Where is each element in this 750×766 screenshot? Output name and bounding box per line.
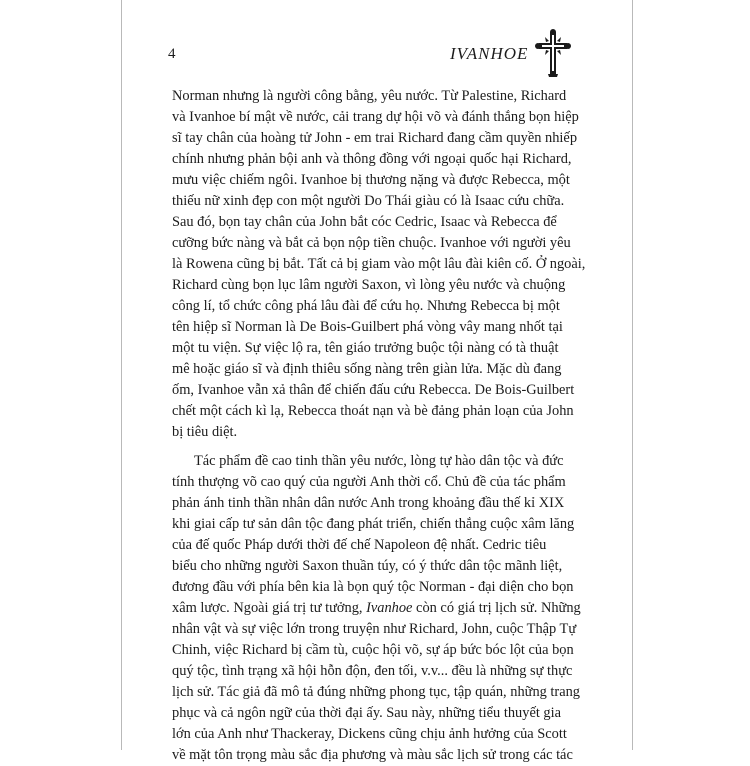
text-line: sĩ tay chân của hoàng tử John - em trai Richard đang cầm quyền nhiếp: [172, 130, 578, 146]
text-line: ốm, Ivanhoe vẫn xả thân để chiến đấu cứu Rebecca. De Bois-Guilbert: [172, 382, 575, 398]
text-line: của đế quốc Pháp dưới thời đế chế Napoleon đệ nhất. Cedric tiêu: [172, 537, 547, 553]
paragraph-2: [172, 451, 582, 766]
text-line: bị tiêu diệt.: [172, 424, 238, 440]
text-line: công lí, tổ chức công phá lâu đài để cứu họ. Nhưng Rebecca bị một: [172, 298, 560, 314]
text-segment: còn có giá trị lịch sử. Những: [412, 600, 581, 616]
text-line: về mặt tôn trọng màu sắc địa phương và màu sắc lịch sử trong các tác: [172, 747, 573, 763]
text-line: và Ivanhoe bí mật về nước, cải trang dự hội võ và đánh thắng bọn hiệp: [172, 109, 579, 125]
text-line: biểu cho những người Saxon thuần túy, có ý thức dân tộc mãnh liệt,: [172, 558, 563, 574]
paragraph-1: [172, 86, 586, 443]
text-line: nhân vật và sự việc lớn trong truyện như Richard, John, cuộc Thập Tự: [172, 621, 577, 637]
text-line: lịch sử. Tác giả đã mô tả đúng những phong tục, tập quán, những trang: [172, 684, 581, 700]
text-line: Chinh, việc Richard bị cầm tù, cuộc hội võ, sự áp bức bóc lột của bọn: [172, 642, 574, 658]
text-line: quý tộc, tình trạng xã hội hỗn độn, đen tối, v.v... đều là những sự thực: [172, 663, 573, 679]
text-line: Sau đó, bọn tay chân của John bắt cóc Cedric, Isaac và Rebecca để: [172, 214, 557, 230]
text-line: Richard cùng bọn lục lâm người Saxon, vì lòng yêu nước và chuộng: [172, 277, 566, 293]
text-line-with-title: [172, 598, 582, 619]
text-segment: xâm lược. Ngoài giá trị tư tưởng,: [172, 600, 367, 616]
running-title: IVANHOE: [450, 44, 529, 63]
text-line: đương đầu với phía bên kia là bọn quý tộc Norman - đại diện cho bọn: [172, 579, 574, 595]
text-line: tính thượng võ cao quý của người Anh thời cổ. Chủ đề của tác phẩm: [172, 474, 566, 490]
text-line: một tu viện. Sự việc lộ ra, tên giáo trưởng buộc tội nàng có tà thuật: [172, 340, 559, 356]
book-title-italic: Ivanhoe: [366, 600, 413, 616]
text-line: thiếu nữ xinh đẹp con một người Do Thái giàu có là Isaac cứu chữa.: [172, 193, 565, 209]
text-line: phục và cả ngôn ngữ của thời đại ấy. Sau này, những tiểu thuyết gia: [172, 705, 562, 721]
text-line: mưu việc chiếm ngôi. Ivanhoe bị thương nặng và được Rebecca, một: [172, 172, 570, 188]
book-page: [121, 0, 633, 763]
text-line: là Rowena cũng bị bắt. Tất cả bị giam vào một lâu đài kiên cố. Ở ngoài,: [172, 256, 586, 272]
body-text: [172, 86, 586, 766]
text-line: mê hoặc giáo sĩ và định thiêu sống nàng trên giàn lửa. Mặc dù đang: [172, 361, 562, 377]
text-line: phản ánh tinh thần nhân dân nước Anh trong khoảng đầu thế kỉ XIX: [172, 495, 565, 511]
page-number: 4: [168, 46, 176, 62]
text-line: khi giai cấp tư sản dân tộc đang phát triển, chiến thắng cuộc xâm lăng: [172, 516, 575, 532]
text-line: cưỡng bức nàng và bắt cả bọn nộp tiền chuộc. Ivanhoe với người yêu: [172, 235, 571, 251]
text-line: chết một cách kì lạ, Rebecca thoát nạn và bè đảng phản loạn của John: [172, 403, 574, 419]
text-line: tên hiệp sĩ Norman là De Bois-Guilbert phá vòng vây mang nhốt tại: [172, 319, 563, 335]
text-line: Tác phẩm đề cao tinh thần yêu nước, lòng tự hào dân tộc và đức: [194, 453, 564, 469]
text-line: chính nhưng phản bội anh và thông đồng với ngoại quốc hại Richard,: [172, 151, 572, 167]
text-line: lớn của Anh như Thackeray, Dickens cũng chịu ảnh hưởng của Scott: [172, 726, 567, 742]
gothic-cross-icon: [535, 29, 571, 77]
text-line: Norman nhưng là người công bằng, yêu nước. Từ Palestine, Richard: [172, 88, 567, 104]
